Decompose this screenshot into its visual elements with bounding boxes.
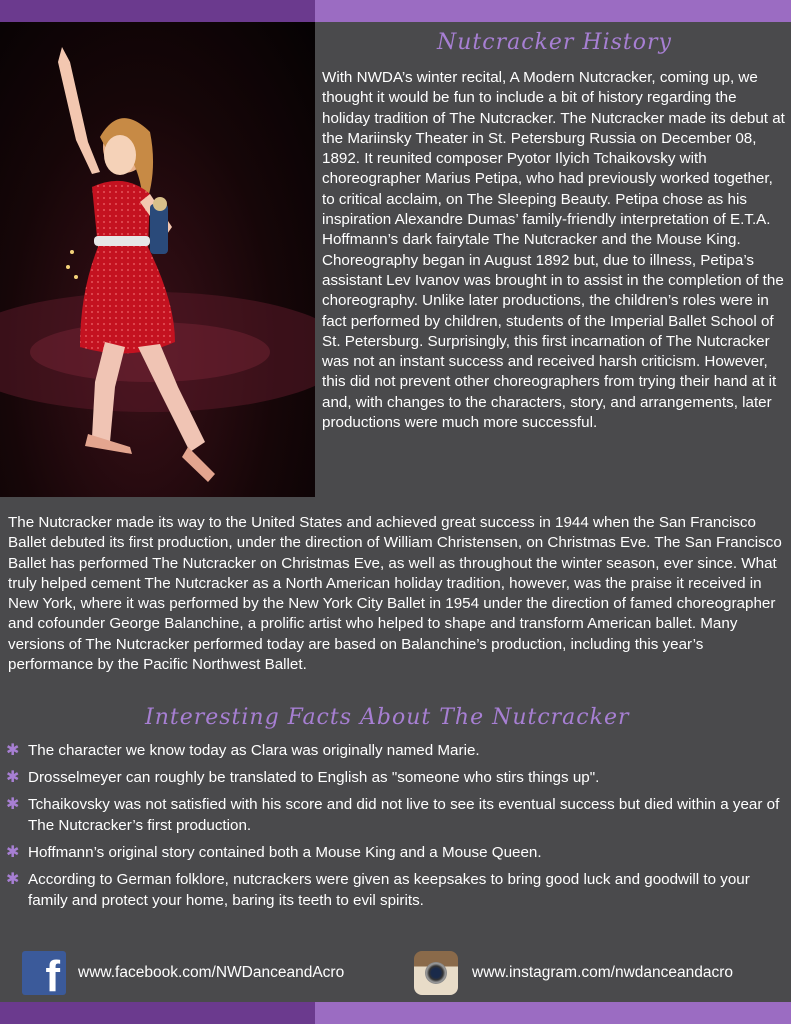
- star-bullet-icon: ✱: [6, 871, 20, 888]
- top-bar-dark: [0, 0, 315, 22]
- star-bullet-icon: ✱: [6, 742, 20, 759]
- bottom-decor-bar: [0, 1002, 791, 1024]
- fact-item: [6, 794, 786, 836]
- facebook-url[interactable]: www.facebook.com/NWDanceandAcro: [78, 964, 345, 981]
- facts-list: [6, 740, 786, 917]
- history-paragraph: With NWDA’s winter recital, A Modern Nutcracker, coming up, we thought it would be fun to include a bit of history regarding the holiday tradition of The Nutcracker. The Nutcracker made its debut at the Mariinsky Theater in St. Petersburg Russia on December 08, 1892. It reunited composer Pyotor Ilyich Tchaikovsky with choreographer Marius Petipa, who had previously worked together, to critical acclaim, on The Sleeping Beauty. Petipa chose as his inspiration Alexandre Dumas’ family-friendly interpretation of E.T.A. Hoffmann’s dark fairytale The Nutcracker and the Mouse King. Choreography began in August 1892 but, due to illness, Petipa’s assistant Lev Ivanov was brought in to assist in the completion of the choreography. Unlike later productions, the children’s roles were in fact performed by children, students of the Imperial Ballet School of St. Petersburg. Surprisingly, this first incarnation of The Nutcracker was not an instant success and received harsh criticism. However, this did not prevent other choreographers from trying their hand at it and, with changes to the characters, story, and arrangements, later productions were much more successful.: [322, 69, 785, 432]
- star-bullet-icon: ✱: [6, 769, 20, 786]
- facebook-icon: f: [22, 951, 66, 995]
- facebook-link[interactable]: [22, 950, 344, 996]
- bottom-bar-dark: [0, 1002, 315, 1024]
- star-bullet-icon: ✱: [6, 796, 20, 813]
- fact-item: [6, 740, 786, 761]
- fact-text: The character we know today as Clara was originally named Marie.: [28, 742, 480, 759]
- instagram-url[interactable]: www.instagram.com/nwdanceandacro: [472, 964, 734, 981]
- fact-item: [6, 869, 786, 911]
- dancer-photo: [0, 22, 315, 497]
- fact-text: Hoffmann’s original story contained both a Mouse King and a Mouse Queen.: [28, 844, 542, 861]
- star-bullet-icon: ✱: [6, 844, 20, 861]
- instagram-icon: [414, 951, 458, 995]
- history-heading: Nutcracker History: [437, 30, 672, 55]
- bottom-bar-light: [315, 1002, 791, 1024]
- dancer-illustration: [0, 22, 315, 497]
- fact-item: [6, 767, 786, 788]
- us-history-paragraph: The Nutcracker made its way to the United States and achieved great success in 1944 when the San Francisco Ballet debuted its first production, under the direction of William Christensen, on Christmas Eve. The San Francisco Ballet has performed The Nutcracker on Christmas Eve, as well as throughout the winter season, ever since. What truly helped cement The Nutcracker as a North American holiday tradition, however, was the praise it received in New York, where it was performed by the New York City Ballet in 1954 under the direction of famed choreographer and cofounder George Balanchine, a prolific artist who helped to shape and transform American ballet. Many versions of The Nutcracker performed today are based on Balanchine’s production, including this year’s performance by the Pacific Northwest Ballet.: [8, 514, 782, 674]
- top-bar-light: [315, 0, 791, 22]
- fact-text: Drosselmeyer can roughly be translated to English as "someone who stirs things up".: [28, 769, 600, 786]
- fact-item: [6, 842, 786, 863]
- top-decor-bar: [0, 0, 791, 22]
- facts-heading: Interesting Facts About The Nutcracker: [145, 705, 630, 730]
- fact-text: According to German folklore, nutcrackers were given as keepsakes to bring good luck and goodwill to your family and protect your home, baring its teeth to evil spirits.: [28, 871, 750, 909]
- instagram-link[interactable]: [414, 950, 733, 996]
- fact-text: Tchaikovsky was not satisfied with his score and did not live to see its eventual success but died within a year of The Nutcracker’s first production.: [28, 796, 780, 834]
